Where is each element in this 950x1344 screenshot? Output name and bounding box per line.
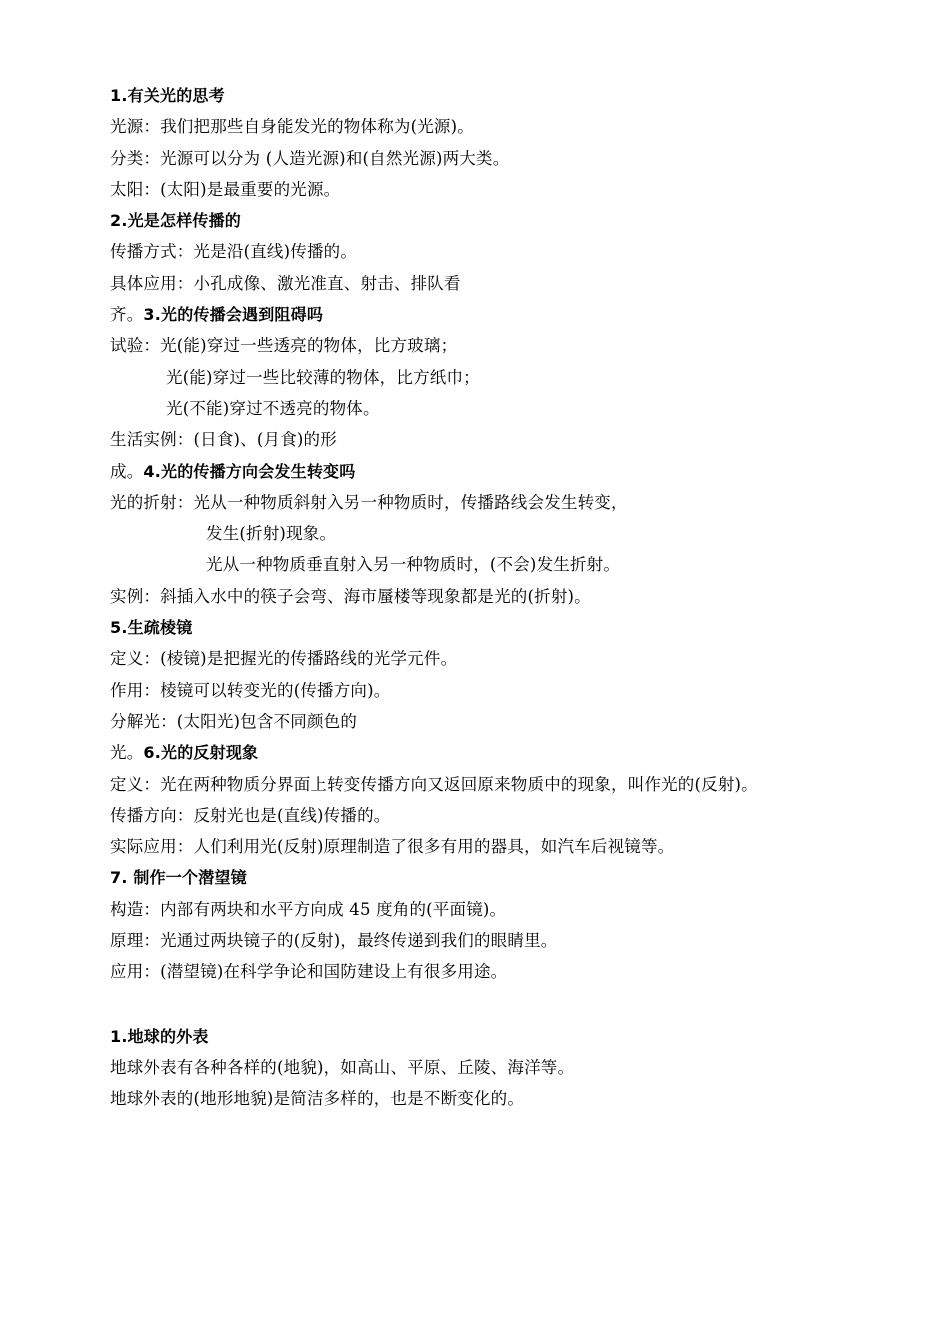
- heading-light-obstruction: 3.光的传播会遇到阻碍吗: [143, 305, 324, 325]
- text-line: 实际应用：人们利用光(反射)原理制造了很多有用的器具，如汽车后视镜等。: [110, 837, 675, 857]
- heading-light-direction-change: 4.光的传播方向会发生转变吗: [143, 461, 356, 481]
- text-line: 传播方式：光是沿(直线)传播的。: [110, 242, 358, 262]
- text-line: 发生(折射)现象。: [206, 524, 337, 544]
- text-line: 光(能)穿过一些比较薄的物体，比方纸巾；: [166, 367, 480, 387]
- text-line: 分类：光源可以分为 (人造光源)和(自然光源)两大类。: [110, 148, 510, 168]
- heading-prism: 5.生疏棱镜: [110, 618, 193, 638]
- text-line: 生活实例：(日食)、(月食)的形: [110, 430, 337, 450]
- text-line: 传播方向：反射光也是(直线)传播的。: [110, 805, 391, 825]
- text-line: 分解光：(太阳光)包含不同颜色的: [110, 711, 358, 731]
- section-gap: [110, 988, 910, 1021]
- text-line: 应用：(潜望镜)在科学争论和国防建设上有很多用途。: [110, 962, 508, 982]
- text-line: [110, 737, 910, 768]
- text-line: 地球外表的(地形地貌)是简洁多样的，也是不断变化的。: [110, 1089, 525, 1109]
- text-line: 光从一种物质垂直射入另一种物质时，(不会)发生折射。: [206, 555, 621, 575]
- text-fragment: 齐。: [110, 305, 144, 325]
- text-line: [110, 456, 910, 487]
- heading-earth-surface: 1.地球的外表: [110, 1026, 209, 1046]
- text-line: 定义：光在两种物质分界面上转变传播方向又返回原来物质中的现象，叫作光的(反射)。: [110, 774, 758, 794]
- text-line: 试验：光(能)穿过一些透亮的物体，比方玻璃；: [110, 336, 458, 356]
- text-line: 光的折射：光从一种物质斜射入另一种物质时，传播路线会发生转变，: [110, 492, 628, 512]
- text-line: 构造：内部有两块和水平方向成 45 度角的(平面镜)。: [110, 899, 507, 919]
- text-line: [110, 299, 910, 330]
- text-line: 太阳：(太阳)是最重要的光源。: [110, 179, 341, 199]
- text-line: 实例：斜插入水中的筷子会弯、海市蜃楼等现象都是光的(折射)。: [110, 586, 591, 606]
- text-line: 具体应用：小孔成像、激光准直、射击、排队看: [110, 273, 461, 293]
- text-fragment: 光。: [110, 743, 144, 763]
- text-line: 地球外表有各种各样的(地貌)，如高山、平原、丘陵、海洋等。: [110, 1057, 575, 1077]
- text-line: 原理：光通过两块镜子的(反射)，最终传递到我们的眼睛里。: [110, 931, 558, 951]
- document-page: [110, 80, 910, 1115]
- heading-periscope: 7. 制作一个潜望镜: [110, 868, 247, 888]
- text-line: 光(不能)穿过不透亮的物体。: [166, 398, 380, 418]
- text-line: 作用：棱镜可以转变光的(传播方向)。: [110, 680, 391, 700]
- text-line: 定义：(棱镜)是把握光的传播路线的光学元件。: [110, 649, 458, 669]
- heading-light-thinking: 1.有关光的思考: [110, 86, 225, 105]
- heading-light-propagation: 2.光是怎样传播的: [110, 211, 242, 231]
- heading-reflection: 6.光的反射现象: [143, 743, 259, 763]
- text-line: 光源：我们把那些自身能发光的物体称为(光源)。: [110, 117, 474, 137]
- text-fragment: 成。: [110, 461, 144, 481]
